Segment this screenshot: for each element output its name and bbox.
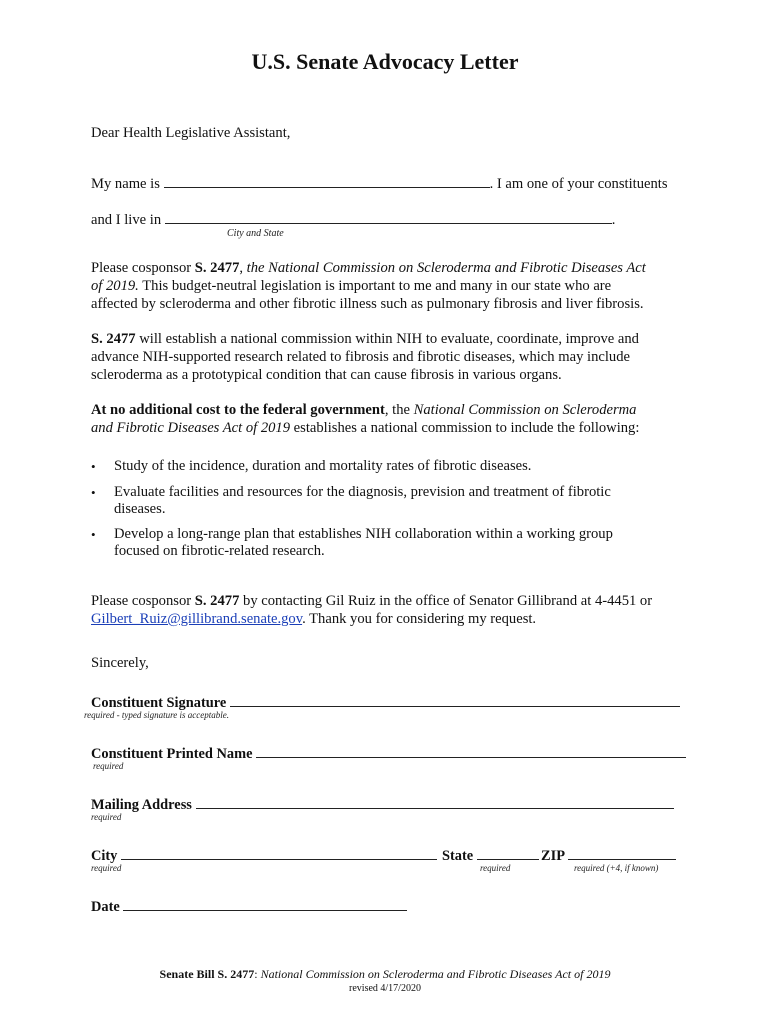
p1-text-a: Please cosponsor xyxy=(91,260,195,276)
list-item-line: focused on fibrotic-related research. xyxy=(114,543,325,559)
live-suffix: . xyxy=(611,212,616,228)
paragraph-3 xyxy=(91,401,639,437)
printed-name-label: Constituent Printed Name xyxy=(91,746,253,762)
list-item-line: Evaluate facilities and resources for the diagnosis, prevision and treatment of fibrotic xyxy=(114,484,611,500)
p3-bold: At no additional cost to the federal government xyxy=(91,402,385,418)
bullet-icon: • xyxy=(91,459,96,474)
footer-sep: : xyxy=(254,967,261,981)
list-item-line: diseases. xyxy=(114,501,166,517)
mailing-address-input[interactable] xyxy=(196,794,674,809)
salutation: Dear Health Legislative Assistant, xyxy=(91,125,291,141)
signature-hint: required - typed signature is acceptable. xyxy=(84,710,229,720)
email-link[interactable]: Gilbert_Ruiz@gillibrand.senate.gov xyxy=(91,611,303,627)
zip-hint: required (+4, if known) xyxy=(574,863,659,873)
list-item xyxy=(114,484,611,518)
state-field xyxy=(442,845,539,865)
zip-label: ZIP xyxy=(541,848,565,864)
printed-name-hint: required xyxy=(93,761,124,771)
city-input[interactable] xyxy=(121,845,437,860)
zip-field xyxy=(541,845,676,865)
mailing-address-field xyxy=(91,794,674,814)
name-suffix: . I am one of your constituents xyxy=(489,176,668,192)
printed-name-input[interactable] xyxy=(256,743,686,758)
list-item-line: Study of the incidence, duration and mortality rates of fibrotic diseases. xyxy=(114,458,532,474)
footer xyxy=(0,967,770,982)
state-hint: required xyxy=(480,863,511,873)
p1-text-d: affected by scleroderma and other fibrotic illness such as pulmonary fibrosis and liver fibrosis. xyxy=(91,296,644,312)
p2-bill: S. 2477 xyxy=(91,331,136,347)
p2-line-2: advance NIH-supported research related to fibrosis and fibrotic diseases, which may include xyxy=(91,349,630,365)
p3-text-b: establishes a national commission to include the following: xyxy=(290,420,640,436)
p3-act-name-2: and Fibrotic Diseases Act of 2019 xyxy=(91,420,291,436)
date-input[interactable] xyxy=(123,896,407,911)
city-field xyxy=(91,845,437,865)
mailing-address-hint: required xyxy=(91,812,122,822)
state-input[interactable] xyxy=(477,845,539,860)
list-item xyxy=(114,526,613,560)
p1-act-year: of 2019. xyxy=(91,278,139,294)
paragraph-2 xyxy=(91,330,639,384)
p1-text-c: This budget-neutral legislation is important to me and many in our state who are xyxy=(138,278,612,294)
signature-field xyxy=(91,692,680,712)
date-label: Date xyxy=(91,899,120,915)
p1-text-b: , xyxy=(239,260,247,276)
p2-line-3: scleroderma as a prototypical condition that can cause fibrosis in various organs. xyxy=(91,367,562,383)
list-item xyxy=(114,458,531,475)
city-state-line xyxy=(91,209,615,229)
p2-line-1: will establish a national commission within NIH to evaluate, coordinate, improve and xyxy=(135,331,639,347)
printed-name-field xyxy=(91,743,686,763)
city-state-hint: City and State xyxy=(227,228,284,239)
p3-text-a: , the xyxy=(384,402,414,418)
paragraph-4 xyxy=(91,592,652,628)
mailing-address-label: Mailing Address xyxy=(91,797,192,813)
live-prefix: and I live in xyxy=(91,212,162,228)
city-hint: required xyxy=(91,863,122,873)
signature-label: Constituent Signature xyxy=(91,695,227,711)
name-input[interactable] xyxy=(164,173,490,188)
date-field xyxy=(91,896,407,916)
city-label: City xyxy=(91,848,118,864)
p4-text-a: Please cosponsor xyxy=(91,593,195,609)
name-prefix: My name is xyxy=(91,176,160,192)
p3-act-name: National Commission on Scleroderma xyxy=(413,402,637,418)
closing: Sincerely, xyxy=(91,655,149,671)
list-item-line: Develop a long-range plan that establishes NIH collaboration within a working group xyxy=(114,526,613,542)
page-title: U.S. Senate Advocacy Letter xyxy=(251,49,519,74)
state-label: State xyxy=(442,848,474,864)
signature-input[interactable] xyxy=(230,692,680,707)
bullet-icon: • xyxy=(91,527,96,542)
city-state-input[interactable] xyxy=(165,209,612,224)
p4-bill: S. 2477 xyxy=(194,593,240,609)
p1-bill: S. 2477 xyxy=(194,260,240,276)
p4-text-b: by contacting Gil Ruiz in the office of Senator Gillibrand at 4-4451 or xyxy=(239,593,653,609)
footer-bill: Senate Bill S. 2477 xyxy=(159,967,255,981)
paragraph-1 xyxy=(91,259,646,313)
bullet-icon: • xyxy=(91,485,96,500)
footer-act: National Commission on Scleroderma and Fibrotic Diseases Act of 2019 xyxy=(260,967,611,981)
name-line xyxy=(91,173,668,193)
revised-date: revised 4/17/2020 xyxy=(349,983,421,994)
p4-text-c: . Thank you for considering my request. xyxy=(302,611,537,627)
zip-input[interactable] xyxy=(568,845,676,860)
p1-act-name: the National Commission on Scleroderma and Fibrotic Diseases Act xyxy=(246,260,646,276)
